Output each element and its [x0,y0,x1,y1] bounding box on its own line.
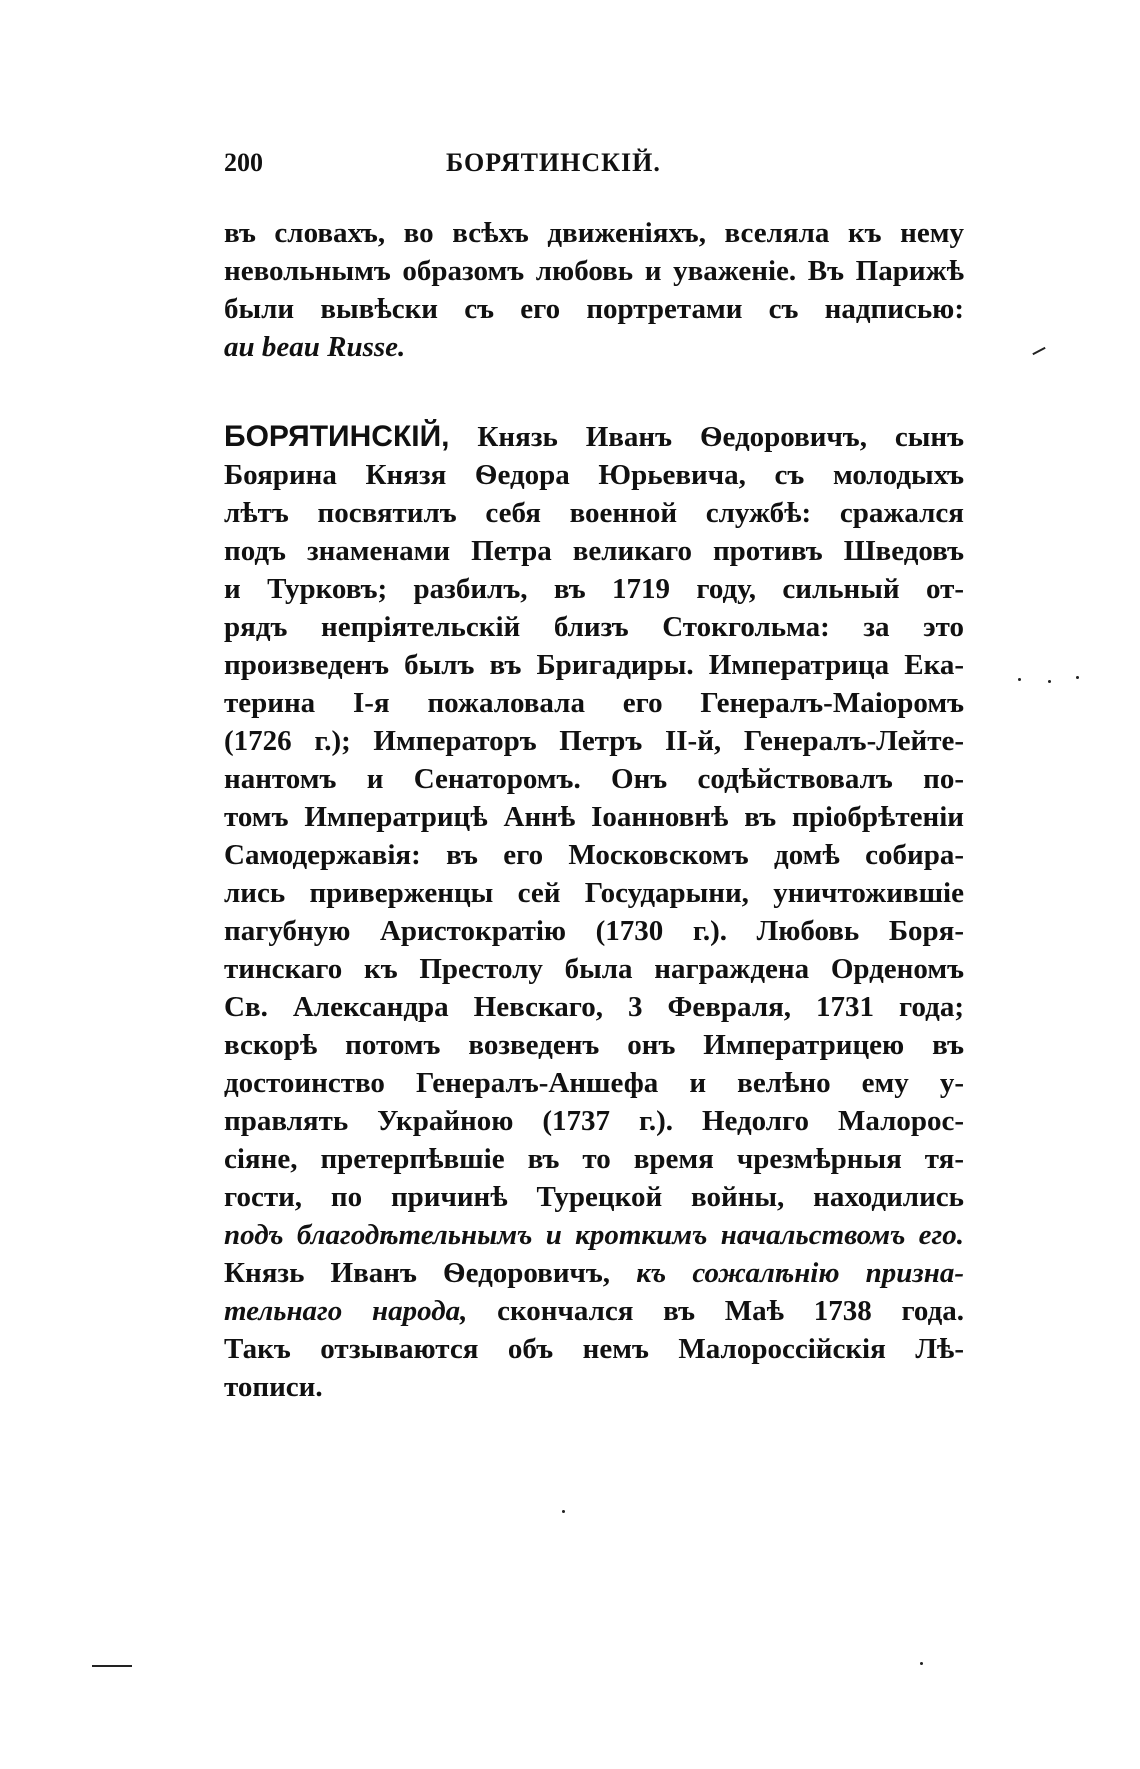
text-italic: тельнаго народа, [224,1295,468,1327]
entry-paragraph [224,418,964,1406]
running-head: БОРЯТИНСКІЙ. [446,148,661,177]
text-normal: скончался въ Маѣ 1738 года. [497,1295,965,1327]
paragraph-continuation [224,214,964,366]
text-line: въ словахъ, во всѣхъ движеніяхъ, вселяла къ нему [224,217,964,249]
text-line [224,1254,964,1292]
speck [1048,680,1051,683]
text-line: терина І-я пожаловала его Генералъ-Маіоромъ [224,687,964,719]
page-number: 200 [224,148,263,177]
speck [562,1510,565,1513]
text-line: правлять Украйною (1737 г.). Недолго Малорос- [224,1105,964,1137]
entry-headword: БОРЯТИНСКІЙ, [224,420,450,453]
text-line: тописи. [224,1371,323,1403]
text-line: гости, по причинѣ Турецкой войны, находились [224,1181,964,1213]
text-line: нантомъ и Сенаторомъ. Онъ содѣйствовалъ по- [224,763,964,795]
margin-rule [92,1665,132,1667]
text-line: Боярина Князя Ѳедора Юрьевича, съ молодыхъ [224,459,964,491]
entry-first-line-text: Князь Иванъ Ѳедоровичъ, сынъ [477,421,964,453]
text-line: сіяне, претерпѣвшіе въ то время чрезмѣрныя тя- [224,1143,964,1175]
text-line: невольнымъ образомъ любовь и уваженіе. Въ Парижѣ [224,255,964,287]
text-line: томъ Императрицѣ Аннѣ Іоанновнѣ въ пріобрѣтеніи [224,801,964,833]
text-line: были вывѣски съ его портретами съ надписью: [224,293,964,325]
text-normal: Князь Иванъ Ѳедоровичъ, [224,1257,611,1289]
speck [1076,676,1079,679]
text-line-italic: au beau Russe. [224,331,406,363]
text-line: рядъ непріятельскій близъ Стокгольма: за это [224,611,964,643]
text-line: тинскаго къ Престолу была награждена Орденомъ [224,953,964,985]
text-line: лѣтъ посвятилъ себя военной службѣ: сражался [224,497,964,529]
text-italic: къ сожалѣнію призна- [636,1257,965,1289]
text-line: и Турковъ; разбилъ, въ 1719 году, сильный от- [224,573,964,605]
text-line: произведенъ былъ въ Бригадиры. Императрица Ека- [224,649,964,681]
text-line: Самодержавія: въ его Московскомъ домѣ собира- [224,839,964,871]
text-line: (1726 г.); Императоръ Петръ ІІ-й, Генералъ-Лейте- [224,725,964,757]
text-line: Такъ отзываются объ немъ Малороссійскія Лѣ- [224,1333,964,1365]
text-line: лись приверженцы сей Государыни, уничтожившіе [224,877,964,909]
text-line-italic: подъ благодѣтельнымъ и кроткимъ начальствомъ его. [224,1219,964,1251]
page-header [224,148,964,188]
text-line: пагубную Аристократію (1730 г.). Любовь Боря- [224,915,964,947]
text-line: достоинство Генералъ-Аншефа и велѣно ему у- [224,1067,964,1099]
margin-mark [1032,347,1045,355]
speck [920,1662,923,1665]
speck [1018,678,1021,681]
text-line: Св. Александра Невскаго, 3 Февраля, 1731 года; [224,991,964,1023]
text-line [224,1292,964,1330]
entry-first-line [224,418,964,456]
text-line: вскорѣ потомъ возведенъ онъ Императрицею въ [224,1029,964,1061]
text-line: подъ знаменами Петра великаго противъ Шведовъ [224,535,964,567]
